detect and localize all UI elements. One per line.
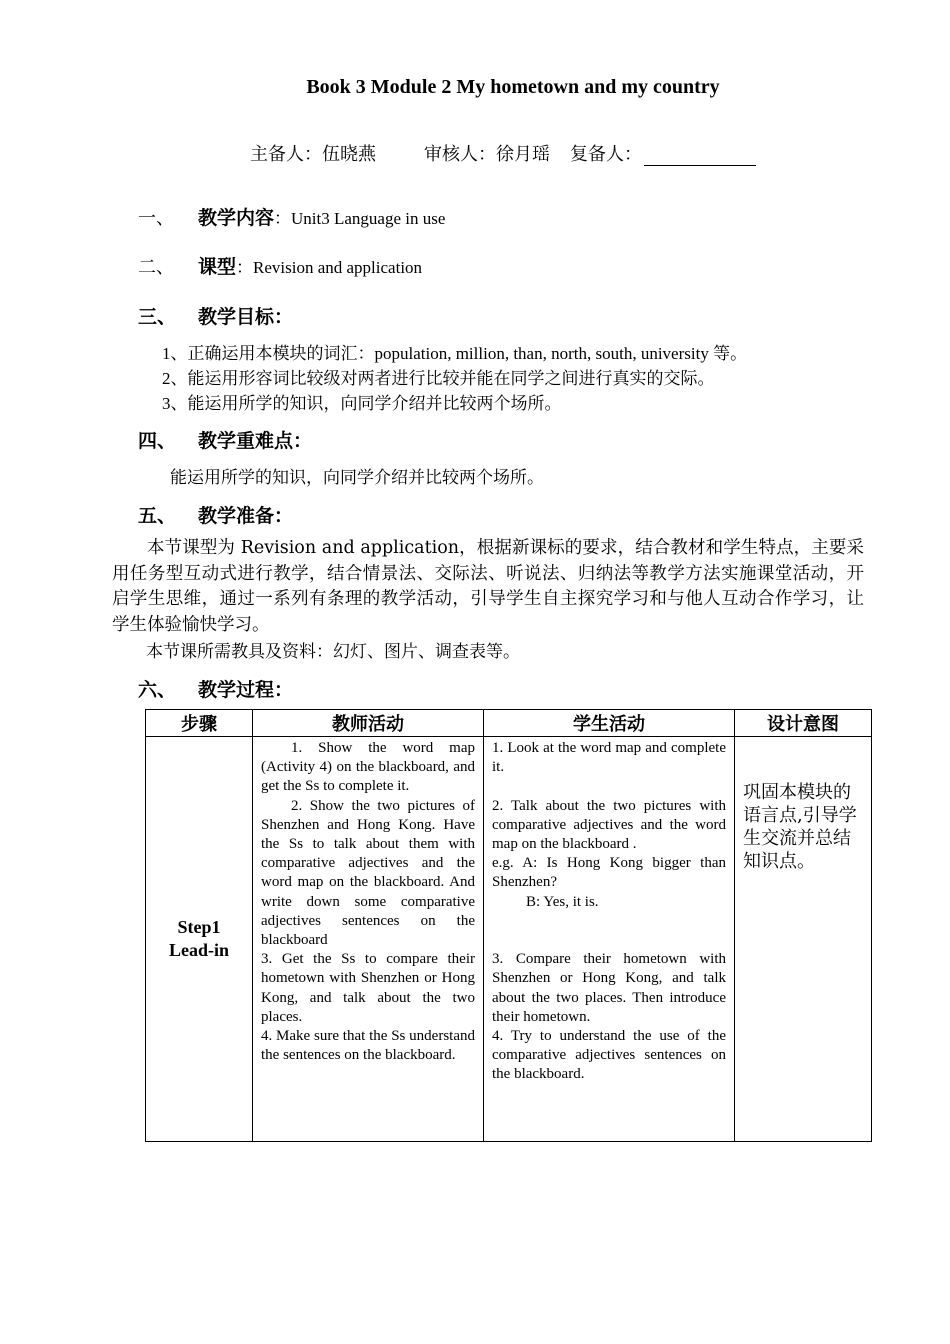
materials-paragraph: 本节课所需教具及资料：幻灯、图片、调查表等。 — [146, 642, 520, 661]
document-title: Book 3 Module 2 My hometown and my country — [306, 76, 720, 98]
student-activity-example-answer: B: Yes, it is. — [526, 893, 599, 910]
objective-item: 1、正确运用本模块的词汇：population, million, than, north, south, university 等。 — [162, 344, 748, 363]
student-activity-item: 2. Talk about the two pictures with comparative adjectives and the word map on the blackboard . — [492, 797, 726, 852]
header-student-activity: 学生活动 — [484, 710, 735, 737]
co-preparer-label: 复备人： — [570, 144, 642, 165]
byline — [250, 140, 756, 166]
section-process: 六、 教学过程： — [138, 679, 294, 701]
teacher-activity-item: 4. Make sure that the Ss understand the sentences on the blackboard. — [261, 1028, 475, 1064]
section-content: 一、 教学内容：Unit3 Language in use — [138, 207, 446, 229]
objective-item: 3、能运用所学的知识，向同学介绍并比较两个场所。 — [162, 394, 562, 413]
teacher-activity-item: 3. Get the Ss to compare their hometown with Shenzhen or Hong Kong, and talk about the two places. — [261, 951, 475, 1025]
teacher-activity-item: 2. Show the two pictures of Shenzhen and Hong Kong. Have the Ss to talk about them with comparative adjectives and the word map on the blackboard. And write down some comparative adjectives sentences on the blackboard — [261, 797, 475, 949]
section-lesson-type: 二、 课型：Revision and application — [138, 256, 423, 278]
teacher-activity-item: 1. Show the word map (Activity 4) on the blackboard, and get the Ss to complete it. — [261, 740, 475, 795]
student-activity-item: 4. Try to understand the use of the comparative adjectives sentences on the blackboard. — [492, 1028, 726, 1083]
design-intent-text: 巩固本模块的语言点,引导学生交流并总结知识点。 — [743, 782, 857, 872]
header-step: 步骤 — [146, 710, 253, 737]
student-activity-item: 1. Look at the word map and complete it. — [492, 740, 726, 776]
student-activity-item: 3. Compare their hometown with Shenzhen or Hong Kong, and talk about the two places. Then introduce their hometown. — [492, 951, 726, 1025]
key-points-text: 能运用所学的知识，向同学介绍并比较两个场所。 — [170, 468, 544, 487]
student-activity-example: e.g. A: Is Hong Kong bigger than Shenzhen? — [492, 855, 726, 891]
co-preparer-blank — [644, 147, 756, 166]
preparer: 主备人：伍晓燕 — [250, 144, 376, 165]
step-cell — [146, 737, 253, 1142]
step-name: Lead-in — [168, 940, 229, 960]
design-intent-cell — [735, 737, 872, 1142]
section-objectives: 三、 教学目标： — [138, 306, 294, 328]
table-row — [146, 737, 872, 1142]
preparation-paragraph: 本节课型为 Revision and application，根据新课标的要求，结合教材和学生特点，主要采用任务型互动式进行教学，结合情景法、交际法、听说法、归纳法等教学方法实施课堂活动，开启学生思维，通过一系列有条理的教学活动，引导学生自主探究学习和与他人互动合作学习，让学生体验愉快学习。 — [112, 538, 864, 635]
objective-item: 2、能运用形容词比较级对两者进行比较并能在同学之间进行真实的交际。 — [162, 369, 715, 388]
lesson-process-table — [145, 709, 872, 1142]
section-key-points: 四、 教学重难点： — [138, 430, 313, 452]
teacher-activity-cell — [253, 737, 484, 1142]
student-activity-cell — [484, 737, 735, 1142]
reviewer: 审核人：徐月瑶 — [424, 144, 550, 165]
table-header-row — [146, 710, 872, 737]
header-teacher-activity: 教师活动 — [253, 710, 484, 737]
step-number: Step1 — [177, 917, 221, 937]
section-preparation: 五、 教学准备： — [138, 505, 294, 527]
header-design-intent: 设计意图 — [735, 710, 872, 737]
